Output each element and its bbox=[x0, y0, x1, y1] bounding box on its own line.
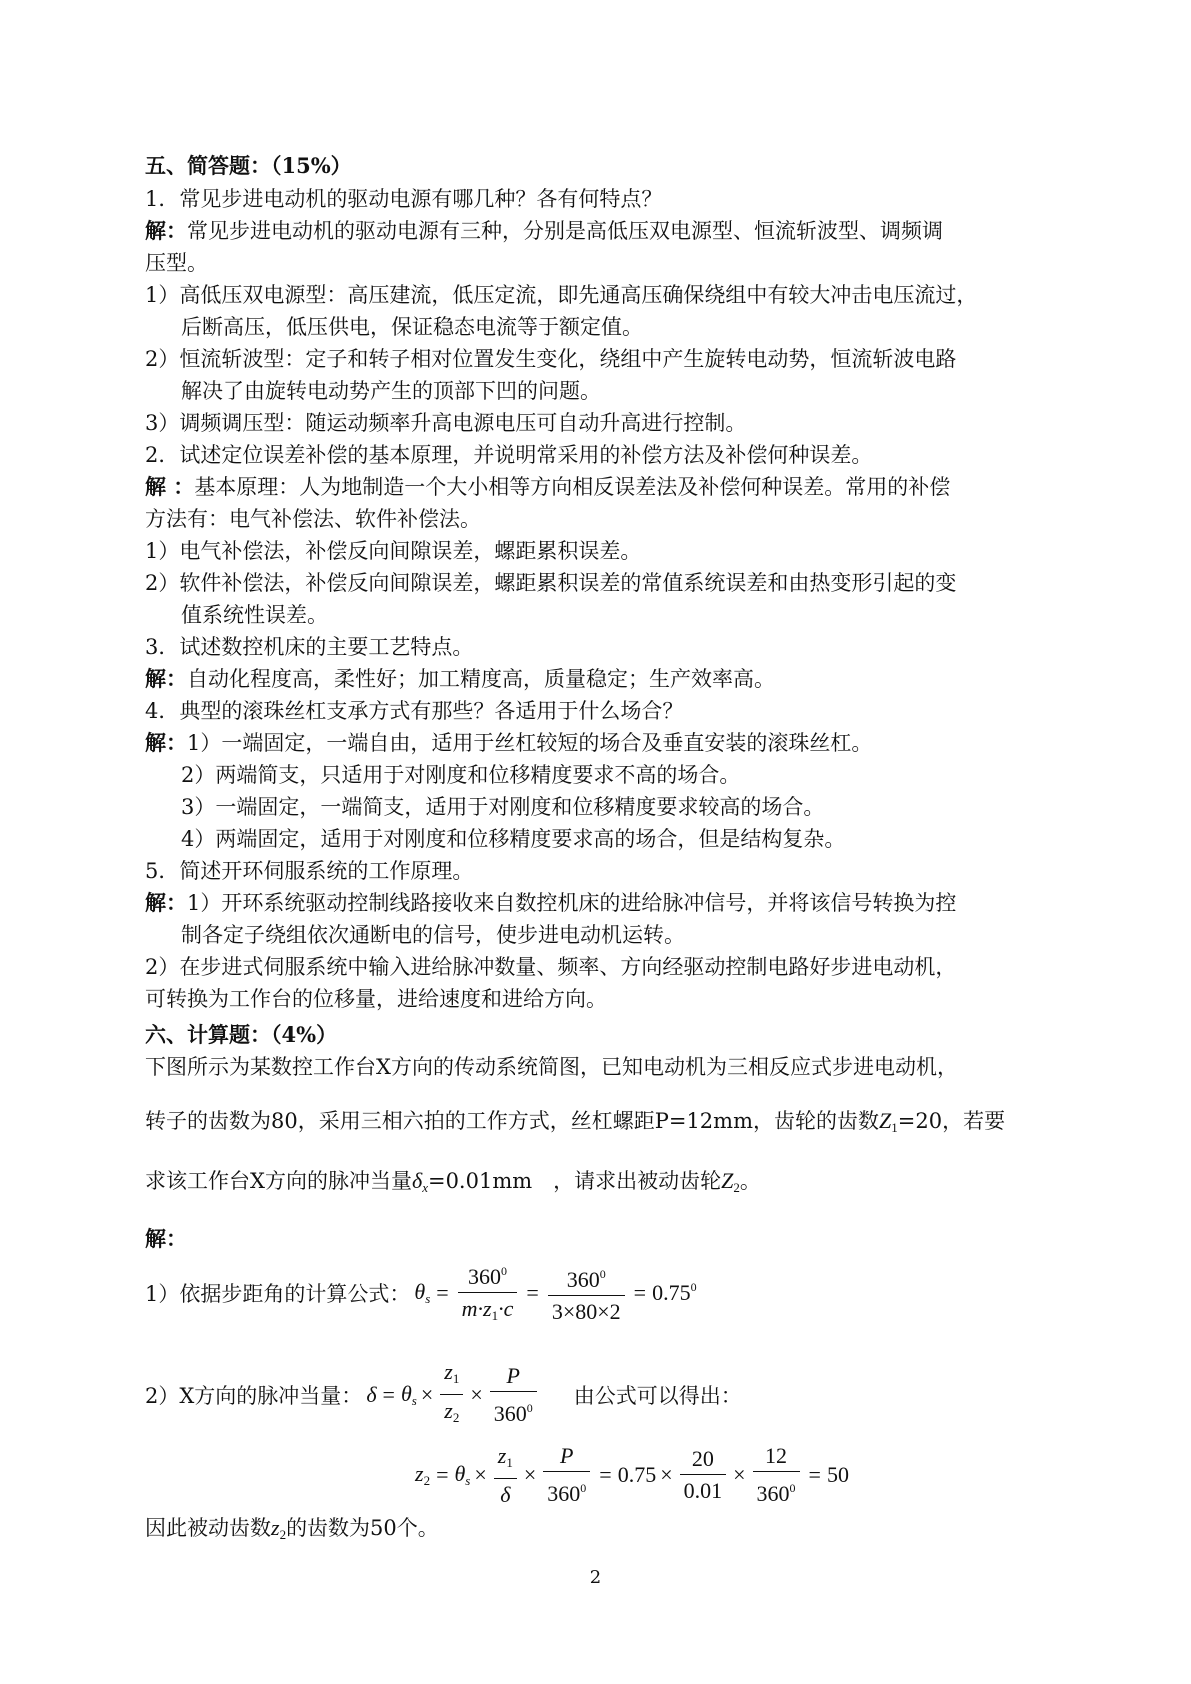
step-1-formula: 1）依据步距角的计算公式： $\theta_s$ = $\frac{360^0}{m\cdot z_1\cdot c}$ = $\frac{360^0}{3\times 80\times 2}$ = 0.75$^0$ bbox=[145, 1253, 697, 1333]
question-3: 3．试述数控机床的主要工艺特点。 bbox=[145, 635, 474, 659]
answer-2-cont: 方法有：电气补偿法、软件补偿法。 bbox=[145, 507, 481, 531]
answer-1-point-2: 2）恒流斩波型：定子和转子相对位置发生变化，绕组中产生旋转电动势，恒流斩波电路 bbox=[145, 347, 957, 371]
page-number: 2 bbox=[589, 1567, 602, 1588]
question-1: 1．常见步进电动机的驱动电源有哪几种？各有何特点？ bbox=[145, 187, 663, 211]
problem-line-3: 求该工作台X方向的脉冲当量$\delta_x=0.01mm$ ，请求出被动齿轮$Z_2$。 bbox=[145, 1168, 761, 1195]
answer-5-point-1: 解：1）开环系统驱动控制线路接收来自数控机床的进给脉冲信号，并将该信号转换为控 bbox=[145, 890, 957, 915]
answer-5-point-2: 2）在步进式伺服系统中输入进给脉冲数量、频率、方向经驱动控制电路好步进电动机， bbox=[145, 955, 957, 979]
section-6-title: 六、计算题：（4%） bbox=[145, 1022, 338, 1047]
answer-4-point-1: 解：1）一端固定，一端自由，适用于丝杠较短的场合及垂直安装的滚珠丝杠。 bbox=[145, 730, 873, 755]
answer-1-point-1: 1）高低压双电源型：高压建流，低压定流，即先通高压确保绕组中有较大冲击电压流过， bbox=[145, 283, 978, 307]
answer-4-point-3: 3）一端固定，一端简支，适用于对刚度和位移精度要求较高的场合。 bbox=[181, 795, 825, 819]
section-5-title: 五、简答题：（15%） bbox=[145, 153, 352, 178]
answer-1-point-1-cont: 后断高压，低压供电，保证稳态电流等于额定值。 bbox=[181, 315, 643, 339]
answer-1-point-3: 3）调频调压型：随运动频率升高电源电压可自动升高进行控制。 bbox=[145, 411, 747, 435]
answer-1: 解：常见步进电动机的驱动电源有三种，分别是高低压双电源型、恒流斩波型、调频调 bbox=[145, 218, 943, 243]
step-3-formula: $z_2$ = $\theta_s$ × $\frac{z_1}{\delta}$ × $\frac{P}{360^0}$ = 0.75 × $\frac{20}{0.01}$ × $\frac{12}{360^0}$ = 50 bbox=[415, 1442, 849, 1507]
answer-2-point-2-cont: 值系统性误差。 bbox=[181, 603, 328, 627]
answer-2-point-1: 1）电气补偿法，补偿反向间隙误差，螺距累积误差。 bbox=[145, 539, 642, 563]
question-4: 4．典型的滚珠丝杠支承方式有那些？各适用于什么场合？ bbox=[145, 699, 684, 723]
answer-2: 解 ：基本原理：人为地制造一个大小相等方向相反误差法及补偿何种误差。常用的补偿 bbox=[145, 474, 951, 499]
answer-5-point-2-cont: 可转换为工作台的位移量，进给速度和进给方向。 bbox=[145, 987, 607, 1011]
answer-4-point-4: 4）两端固定，适用于对刚度和位移精度要求高的场合，但是结构复杂。 bbox=[181, 827, 846, 851]
problem-line-1: 下图所示为某数控工作台X方向的传动系统简图，已知电动机为三相反应式步进电动机， bbox=[145, 1055, 958, 1079]
answer-4-point-2: 2）两端简支，只适用于对刚度和位移精度要求不高的场合。 bbox=[181, 763, 741, 787]
answer-2-point-2: 2）软件补偿法，补偿反向间隙误差，螺距累积误差的常值系统误差和由热变形引起的变 bbox=[145, 571, 957, 595]
answer-3: 解：自动化程度高，柔性好；加工精度高，质量稳定；生产效率高。 bbox=[145, 666, 775, 691]
answer-1-point-2-cont: 解决了由旋转电动势产生的顶部下凹的问题。 bbox=[181, 379, 601, 403]
answer-5-point-1-cont: 制各定子绕组依次通断电的信号，使步进电动机运转。 bbox=[181, 923, 685, 947]
conclusion: 因此被动齿数$z_2$的齿数为50个。 bbox=[145, 1515, 439, 1542]
question-5: 5．简述开环伺服系统的工作原理。 bbox=[145, 859, 474, 883]
step-2-formula: 2）X方向的脉冲当量： δ = $\theta_s$ × $\frac{z_1}{z_2}$ × $\frac{P}{360^0}$ 由公式可以得出： bbox=[145, 1359, 742, 1426]
problem-line-2: 转子的齿数为80，采用三相六拍的工作方式，丝杠螺距P=12mm，齿轮的齿数$Z_1=20$，若要 bbox=[145, 1108, 1006, 1135]
solution-label: 解： bbox=[145, 1226, 187, 1251]
question-2: 2．试述定位误差补偿的基本原理，并说明常采用的补偿方法及补偿何种误差。 bbox=[145, 443, 873, 467]
answer-1-cont: 压型。 bbox=[145, 251, 208, 275]
